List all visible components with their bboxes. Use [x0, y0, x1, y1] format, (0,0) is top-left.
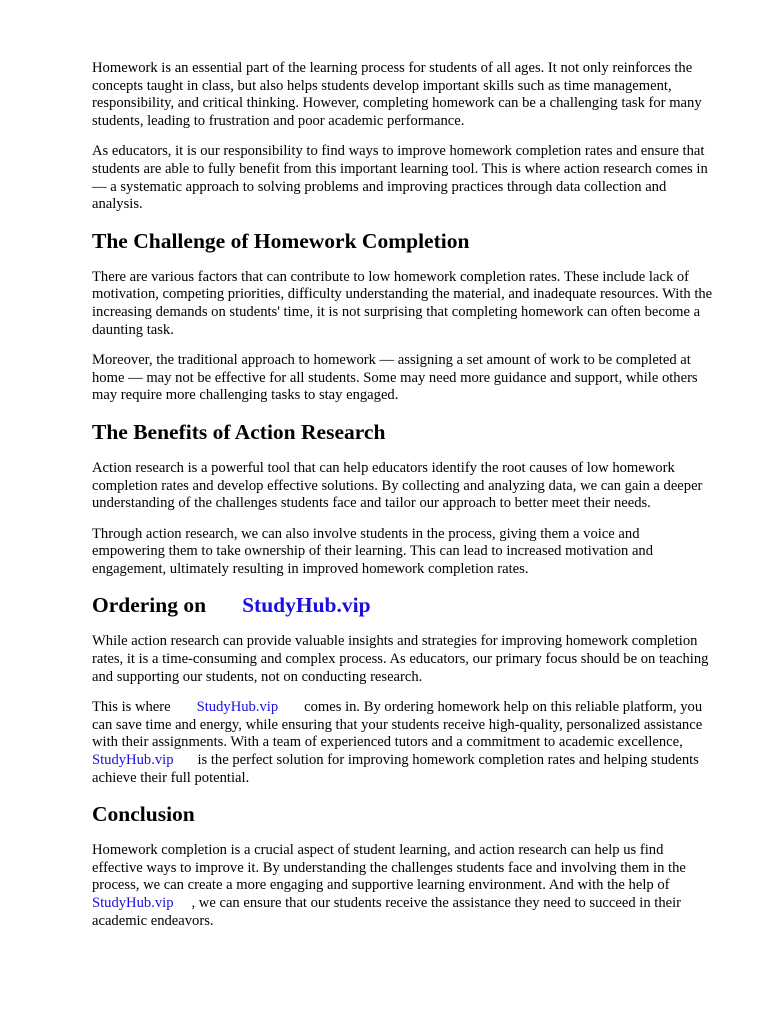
studyhub-link-3[interactable]: StudyHub.vip — [92, 895, 174, 911]
ordering-paragraph-1: While action research can provide valuable insights and strategies for improving homework completion rates, it is a time-consuming and complex process. As educators, our primary focus should be on teaching and supporting our students, not on conducting research. — [92, 633, 709, 685]
benefits-heading: The Benefits of Action Research — [92, 419, 386, 444]
challenge-heading: The Challenge of Homework Completion — [92, 228, 470, 253]
ordering-paragraph-2 — [92, 699, 714, 787]
challenge-paragraph-2: Moreover, the traditional approach to homework — assigning a set amount of work to be completed at home — may not be effective for all students. Some may need more guidance and support, while others may require more challenging tasks to stay engaged. — [92, 352, 698, 404]
benefits-paragraph-2: Through action research, we can also involve students in the process, giving them a voice and empowering them to take ownership of their learning. This can lead to increased motivation and engagement, ultimately resulting in improved homework completion rates. — [92, 525, 654, 577]
ordering-paragraph-2-text-a: This is where — [92, 699, 171, 716]
studyhub-link-2[interactable]: StudyHub.vip — [92, 752, 174, 769]
ordering-heading — [92, 592, 708, 618]
conclusion-text-b: , we can ensure that our students receive the assistance they need to succeed in their academic endeavors. — [92, 895, 682, 929]
conclusion-text-a: Homework completion is a crucial aspect of student learning, and action research can help us find effective ways to improve it. By understanding the challenges students face and involving them in the process, we can create a more engaging and supportive learning environment. And with the help of — [92, 842, 686, 894]
ordering-heading-prefix: Ordering on — [92, 593, 207, 618]
ordering-paragraph-2-text-b: comes in. By ordering homework help on this reliable platform, you can save time and energy, while ensuring that your students receive high-quality, personalized assistance with their assignments. With a team of experienced tutors and a commitment to academic excellence, — [92, 699, 703, 751]
studyhub-heading-link[interactable]: StudyHub.vip — [242, 593, 371, 618]
intro-paragraph-2: As educators, it is our responsibility to find ways to improve homework completion rates and ensure that students are able to fully benefit from this important learning tool. This is where action research comes in — a systematic approach to solving problems and improving practices through data collection and analysis. — [92, 143, 708, 213]
studyhub-link-1[interactable]: StudyHub.vip — [196, 699, 279, 716]
benefits-paragraph-1: Action research is a powerful tool that can help educators identify the root causes of low homework completion rates and develop effective solutions. By collecting and analyzing data, we can gain a deeper understanding of the challenges students face and tailor our approach to better meet their needs. — [92, 459, 703, 512]
conclusion-paragraph — [92, 842, 714, 930]
conclusion-heading: Conclusion — [92, 802, 195, 827]
intro-paragraph-1: Homework is an essential part of the learning process for students of all ages. It not only reinforces the concepts taught in class, but also helps students develop important skills such as time management, responsibility, and critical thinking. However, completing homework can be a challenging task for many students, leading to frustration and poor academic performance. — [92, 60, 702, 129]
ordering-paragraph-2-text-c: is the perfect solution for improving homework completion rates and helping students achieve their full potential. — [92, 752, 699, 786]
challenge-paragraph-1: There are various factors that can contribute to low homework completion rates. These include lack of motivation, competing priorities, difficulty understanding the material, and inadequate resources. With the increasing demands on students' time, it is not surprising that completing homework can often become a daunting task. — [92, 268, 713, 338]
